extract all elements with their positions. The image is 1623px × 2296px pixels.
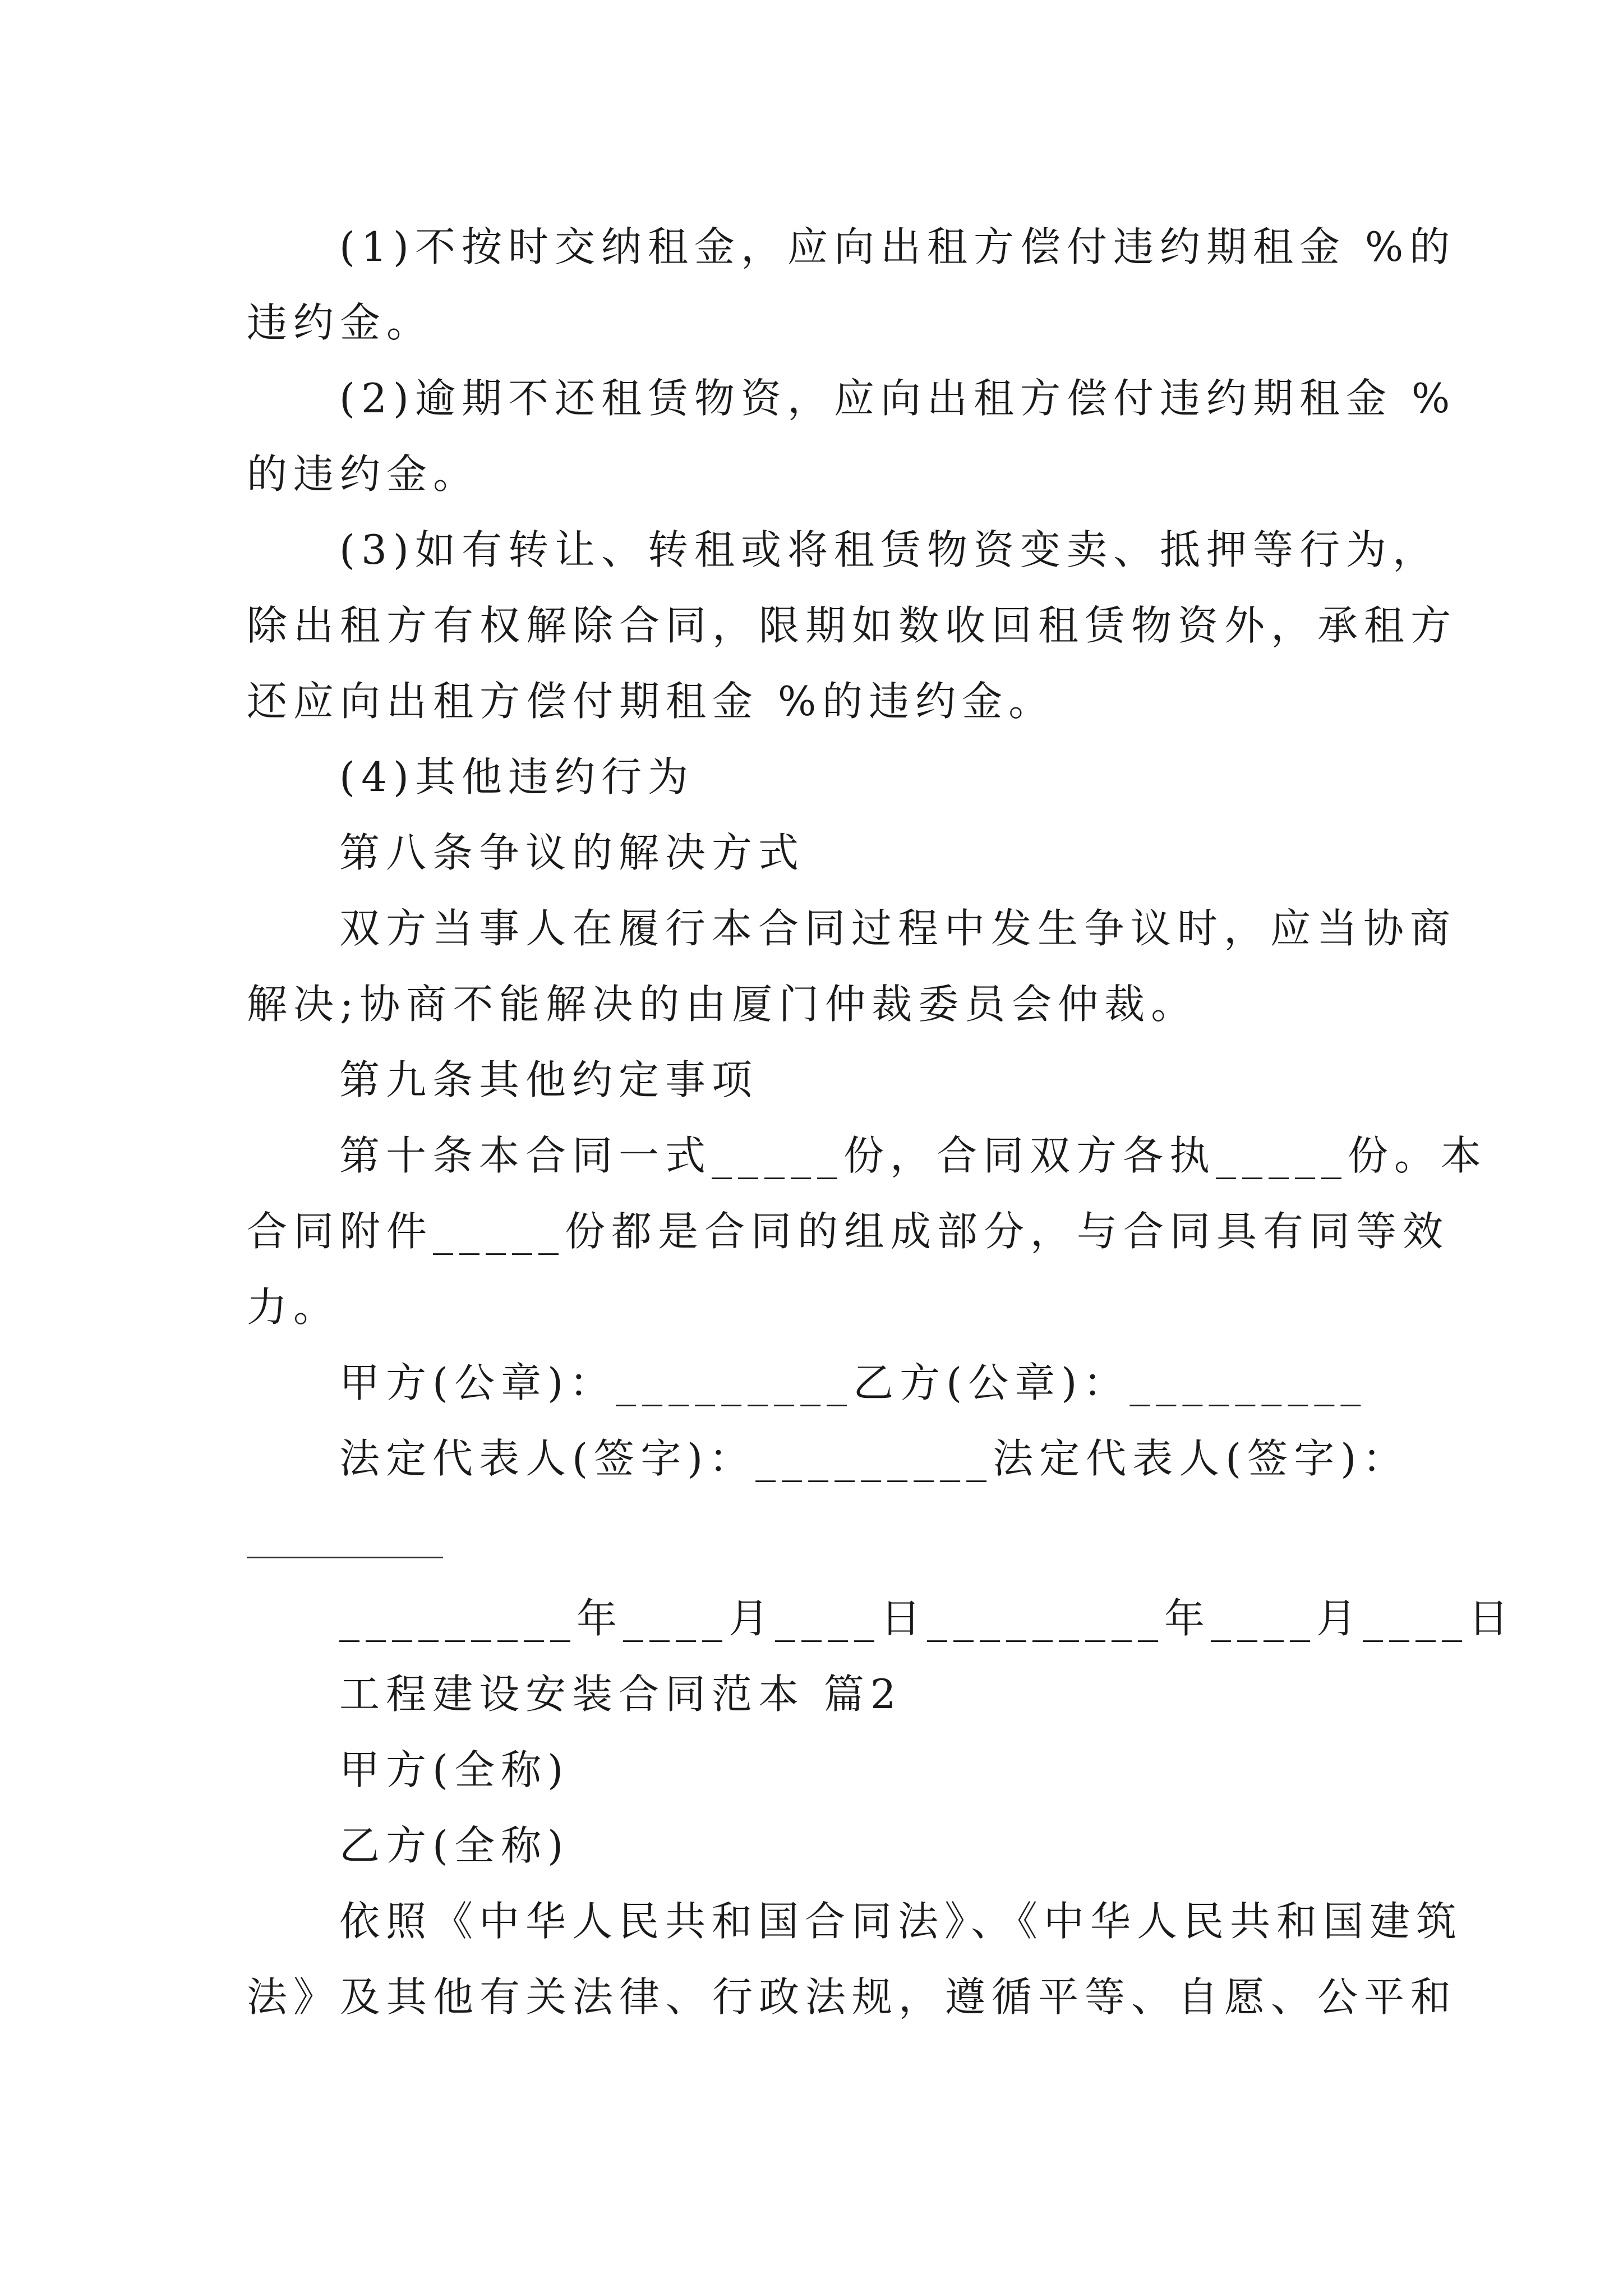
text-line: 还应向出租方偿付期租金 %的违约金。 bbox=[247, 678, 1055, 725]
text-line: 力。 bbox=[247, 1283, 340, 1331]
text-line: (1)不按时交纳租金，应向出租方偿付违约期租金 %的 bbox=[339, 223, 1456, 270]
text-line: 解决;协商不能解决的由厦门仲裁委员会仲裁。 bbox=[247, 981, 1198, 1028]
text-line: 合同附件_____份都是合同的组成部分，与合同具有同等效 bbox=[247, 1208, 1450, 1255]
section-heading: 第九条其他约定事项 bbox=[339, 1056, 759, 1103]
text-line: 第十条本合同一式_____份，合同双方各执_____份。本 bbox=[339, 1132, 1488, 1179]
text-line: (4)其他违约行为 bbox=[339, 753, 694, 800]
text-line: 依照《中华人民共和国合同法》、《中华人民共和国建筑 bbox=[339, 1898, 1463, 1945]
document-title: 工程建设安装合同范本 篇2 bbox=[339, 1671, 902, 1718]
date-line: _________年____月____日_________年____月____日 bbox=[339, 1595, 1515, 1642]
signature-line: 法定代表人(签字)：_________法定代表人(签字)： bbox=[339, 1435, 1409, 1482]
text-line: 的违约金。 bbox=[247, 450, 480, 498]
text-line: 除出租方有权解除合同，限期如数收回租赁物资外，承租方 bbox=[247, 602, 1458, 649]
signature-blank bbox=[247, 1557, 443, 1558]
section-heading: 第八条争议的解决方式 bbox=[339, 829, 805, 876]
text-line: 违约金。 bbox=[247, 299, 434, 346]
signature-line: 甲方(公章)：_________乙方(公章)：_________ bbox=[339, 1359, 1367, 1406]
text-line: (3)如有转让、转租或将租赁物资变卖、抵押等行为， bbox=[339, 526, 1439, 573]
party-line: 乙方(全称) bbox=[339, 1822, 570, 1869]
text-line: 双方当事人在履行本合同过程中发生争议时，应当协商 bbox=[339, 905, 1457, 952]
party-line: 甲方(全称) bbox=[339, 1746, 570, 1793]
text-line: 法》及其他有关法律、行政法规，遵循平等、自愿、公平和 bbox=[247, 1973, 1458, 2021]
text-line: (2)逾期不还租赁物资，应向出租方偿付违约期租金 % bbox=[339, 375, 1456, 422]
